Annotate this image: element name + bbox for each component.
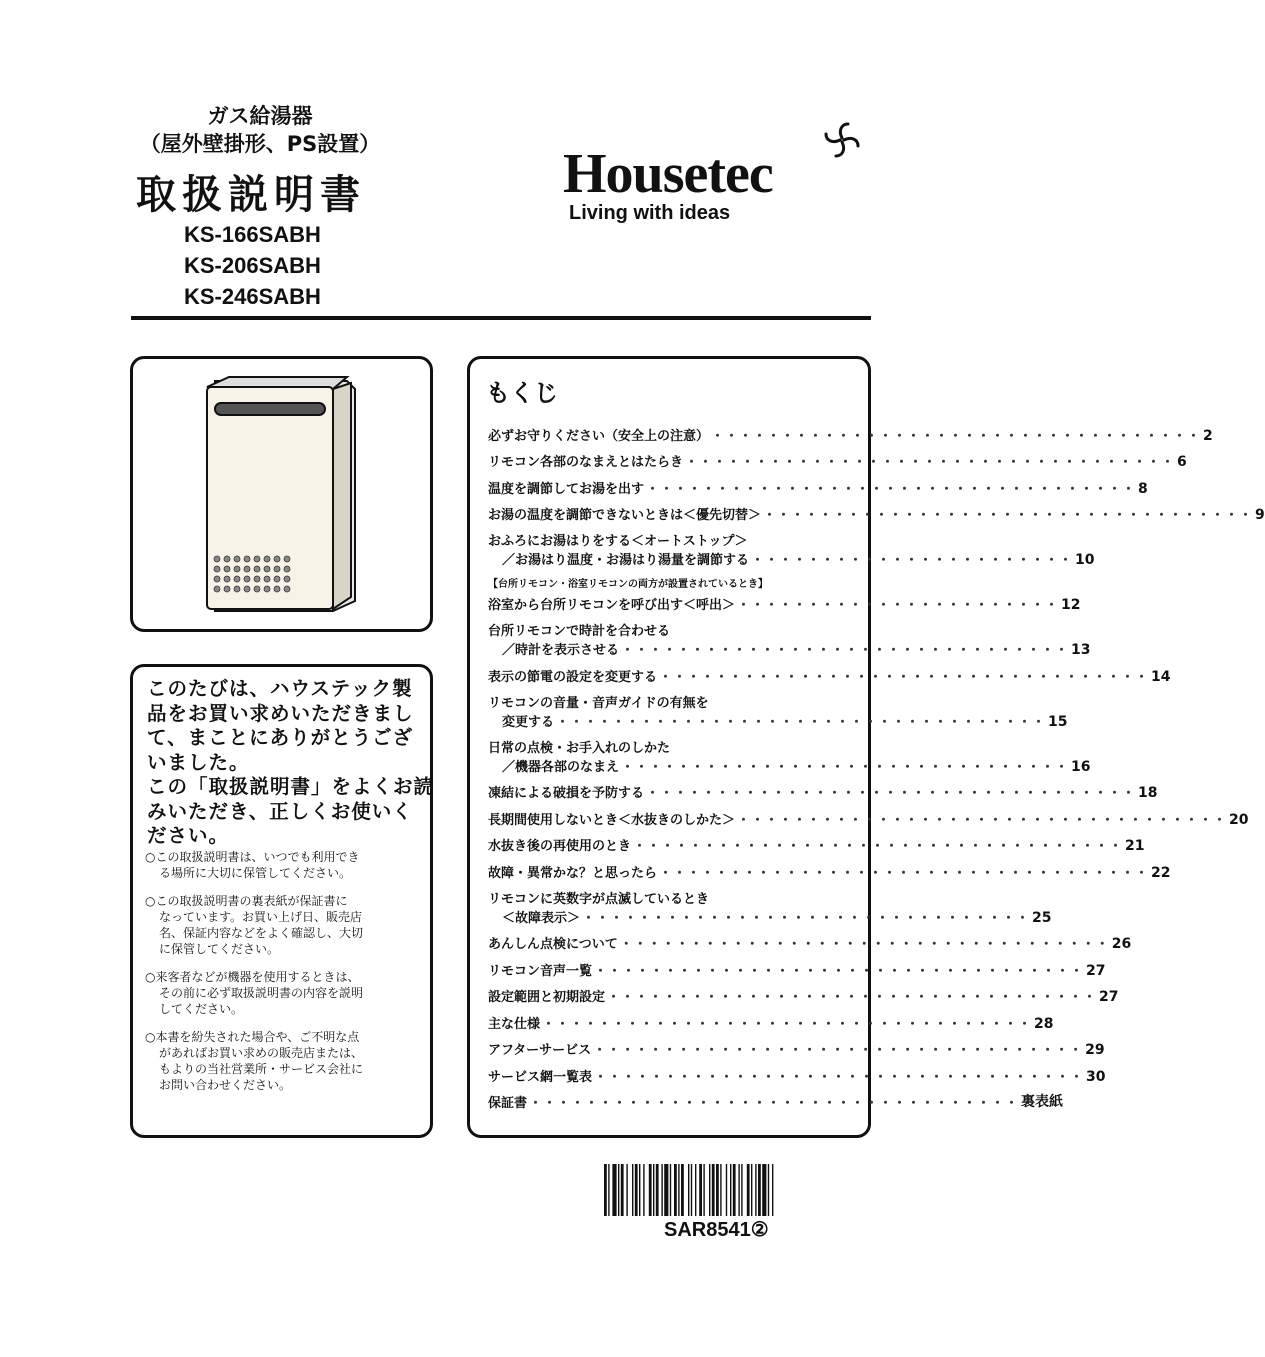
document-title: 取扱説明書 [136, 172, 366, 218]
note-item [145, 893, 427, 957]
toc-item[interactable]: あんしん点検について ・・・・・・・・・・・・・・・・・・・・・・・・・・・・・・・・・・・ 26 [488, 926, 856, 953]
toc-item[interactable]: お湯の温度を調節できないときは＜優先切替＞ ・・・・・・・・・・・・・・・・・・・・・・・・・・・・・・・・・・・ 9 [488, 497, 856, 524]
note-line: その前に必ず取扱説明書の内容を説明 [159, 986, 364, 1000]
toc-item-text: ／お湯はり温度・お湯はり湯量を調節する [502, 553, 750, 568]
product-image-panel [130, 356, 433, 632]
toc-item-page: 26 [1111, 936, 1132, 952]
toc-item[interactable]: 日常の点検・お手入れのしかた ／機器各部のなまえ ・・・・・・・・・・・・・・・・・・・・・・・・・・・・・・・・ 16 [488, 730, 856, 775]
installation-type: （屋外壁掛形、PS設置） [139, 132, 381, 156]
toc-item-heading: リモコンに英数字が点滅しているとき [488, 891, 710, 907]
toc-item-text: 主な仕様 [488, 1016, 541, 1032]
toc-item-page: 21 [1125, 838, 1145, 854]
toc-item[interactable]: 必ずお守りください（安全上の注意） ・・・・・・・・・・・・・・・・・・・・・・・・・・・・・・・・・・・ 2 [488, 417, 856, 444]
intro-line: みいただき、正しくお使いく [147, 799, 413, 823]
note-line: があればお買い求めの販売店または、 [159, 1046, 364, 1060]
brand-logo-icon [820, 118, 864, 162]
toc-item[interactable]: 台所リモコンで時計を合わせる ／時計を表示させる ・・・・・・・・・・・・・・・・・・・・・・・・・・・・・・・・ 13 [488, 613, 856, 658]
toc-item-text: 保証書 [488, 1096, 528, 1111]
product-type: ガス給湯器 [207, 104, 313, 128]
notes-list [145, 849, 427, 1105]
note-line: る場所に大切に保管してください。 [159, 866, 352, 880]
toc-item-page: 15 [1048, 713, 1068, 730]
toc-item-text: あんしん点検について [488, 937, 618, 952]
intro-line: いました。 [147, 750, 250, 774]
barcode-icon [604, 1164, 840, 1216]
toc-item-text: ／機器各部のなまえ [502, 759, 620, 775]
note-line: ○この取扱説明書の裏表紙が保証書に [145, 894, 348, 908]
toc-item-page: 28 [1034, 1015, 1054, 1032]
toc-item-page: 12 [1061, 597, 1081, 613]
toc-item[interactable]: アフターサービス ・・・・・・・・・・・・・・・・・・・・・・・・・・・・・・・・・・・ 29 [488, 1032, 856, 1059]
toc-item-page: 27 [1099, 989, 1119, 1005]
toc-item[interactable]: 主な仕様 ・・・・・・・・・・・・・・・・・・・・・・・・・・・・・・・・・・・ 28 [488, 1005, 856, 1032]
toc-item[interactable]: 表示の節電の設定を変更する ・・・・・・・・・・・・・・・・・・・・・・・・・・・・・・・・・・・ 14 [488, 658, 856, 685]
toc-item-text: お湯の温度を調節できないときは＜優先切替＞ [488, 508, 762, 523]
note-line: ○本書を紛失された場合や、ご不明な点 [145, 1030, 360, 1044]
toc-item[interactable]: 温度を調節してお湯を出す ・・・・・・・・・・・・・・・・・・・・・・・・・・・・・・・・・・・ 8 [488, 470, 856, 497]
toc-item-page: 30 [1086, 1068, 1106, 1085]
toc-item-text: 必ずお守りください（安全上の注意） [488, 428, 710, 444]
toc-item-page: 29 [1085, 1042, 1105, 1058]
toc-item-heading: おふろにお湯はりをする＜オートストップ＞ [488, 534, 748, 549]
intro-line: 品をお買い求めいただきまし [147, 701, 414, 725]
toc-item[interactable]: おふろにお湯はりをする＜オートストップ＞ ／お湯はり温度・お湯はり湯量を調節する ・・・・・・・・・・・・・・・・・・・・・・・ 10 [488, 523, 856, 568]
toc-item-text: アフターサービス [488, 1043, 592, 1058]
toc-item-page: 9 [1255, 507, 1265, 523]
toc-item-page: 18 [1138, 785, 1158, 801]
toc-item-page: 25 [1032, 909, 1052, 926]
intro-line: このたびは、ハウステック製 [147, 677, 413, 700]
brand-name: Housetec [563, 143, 773, 205]
toc-item[interactable]: リモコンに英数字が点滅しているとき ＜故障表示＞ ・・・・・・・・・・・・・・・・・・・・・・・・・・・・・・・・ 25 [488, 881, 856, 926]
document-code: SAR8541② [664, 1219, 769, 1241]
toc-item-page: 裏表紙 [1021, 1094, 1064, 1110]
note-item [145, 969, 427, 1017]
toc-item-page: 16 [1071, 758, 1091, 775]
note-item [145, 1029, 427, 1093]
intro-line: この「取扱説明書」をよくお読 [147, 775, 435, 798]
toc-item-text: 温度を調節してお湯を出す [488, 481, 645, 497]
toc-item-page: 22 [1151, 864, 1171, 881]
note-line: ○この取扱説明書は、いつでも利用でき [145, 850, 360, 864]
toc-item[interactable]: 故障・異常かな？と思ったら ・・・・・・・・・・・・・・・・・・・・・・・・・・・・・・・・・・・ 22 [488, 854, 856, 881]
toc-title: もくじ [486, 379, 558, 407]
intro-line: ださい。 [147, 824, 230, 847]
toc-item[interactable]: 長期間使用しないとき＜水抜きのしかた＞ ・・・・・・・・・・・・・・・・・・・・・・・・・・・・・・・・・・・ 20 [488, 801, 856, 828]
toc-item[interactable]: 凍結による破損を予防する ・・・・・・・・・・・・・・・・・・・・・・・・・・・・・・・・・・・ 18 [488, 775, 856, 802]
toc-item-page: 6 [1177, 454, 1187, 470]
intro-lead-text [147, 677, 435, 849]
note-line: もよりの当社営業所・サービス会社に [159, 1062, 364, 1076]
note-line: なっています。お買い上げ日、販売店 [159, 910, 363, 924]
toc-item-text: リモコン音声一覧 [488, 963, 593, 979]
toc-item-text: サービス網一覧表 [488, 1069, 593, 1085]
toc-item-page: 20 [1229, 811, 1249, 828]
toc-item-text: 浴室から台所リモコンを呼び出す＜呼出＞ [488, 598, 736, 613]
table-of-contents-panel [467, 356, 1265, 1138]
model-number: KS-166SABH [184, 222, 321, 247]
toc-list [488, 417, 1265, 1111]
toc-item[interactable]: リモコンの音量・音声ガイドの有無を 変更する ・・・・・・・・・・・・・・・・・・・・・・・・・・・・・・・・・・・ 15 [488, 685, 856, 730]
toc-item[interactable]: リモコン音声一覧 ・・・・・・・・・・・・・・・・・・・・・・・・・・・・・・・・・・・ 27 [488, 952, 856, 979]
toc-item-page: 2 [1203, 427, 1213, 444]
intro-panel [130, 664, 433, 1138]
toc-item-page: 8 [1138, 480, 1148, 497]
toc-item-text: 長期間使用しないとき＜水抜きのしかた＞ [488, 812, 736, 828]
toc-item-text: 設定範囲と初期設定 [488, 990, 606, 1005]
model-number: KS-246SABH [184, 284, 321, 309]
toc-item[interactable]: 保証書 ・・・・・・・・・・・・・・・・・・・・・・・・・・・・・・・・・・・ 裏表紙 [488, 1085, 856, 1112]
note-line: してください。 [159, 1002, 244, 1016]
toc-item[interactable]: リモコン各部のなまえとはたらき ・・・・・・・・・・・・・・・・・・・・・・・・・・・・・・・・・・・ 6 [488, 444, 856, 471]
toc-item[interactable]: 水抜き後の再使用のとき ・・・・・・・・・・・・・・・・・・・・・・・・・・・・・・・・・・・ 21 [488, 828, 856, 855]
toc-item-heading: リモコンの音量・音声ガイドの有無を [488, 695, 709, 711]
note-line: お問い合わせください。 [159, 1078, 292, 1092]
note-line: ○来客者などが機器を使用するときは、 [145, 970, 360, 984]
water-heater-illustration [133, 359, 430, 629]
toc-item-text: 水抜き後の再使用のとき [488, 839, 632, 854]
toc-item-heading: 【台所リモコン・浴室リモコンの両方が設置されているとき】 [488, 579, 768, 590]
toc-item[interactable]: サービス網一覧表 ・・・・・・・・・・・・・・・・・・・・・・・・・・・・・・・・・・・ 30 [488, 1058, 856, 1085]
toc-item-text: 凍結による破損を予防する [488, 786, 645, 801]
toc-item-text: 表示の節電の設定を変更する [488, 669, 658, 685]
toc-item[interactable]: 【台所リモコン・浴室リモコンの両方が設置されているとき】 浴室から台所リモコンを呼び出す＜呼出＞ ・・・・・・・・・・・・・・・・・・・・・・・ 12 [488, 568, 856, 613]
toc-item-text: 変更する [502, 714, 555, 730]
toc-item-text: ／時計を表示させる [502, 643, 620, 658]
toc-item-page: 10 [1075, 552, 1095, 568]
toc-item-text: ＜故障表示＞ [502, 910, 581, 926]
toc-item[interactable]: 設定範囲と初期設定 ・・・・・・・・・・・・・・・・・・・・・・・・・・・・・・・・・・・ 27 [488, 979, 856, 1006]
toc-item-page: 13 [1071, 642, 1091, 658]
brand-tagline: Living with ideas [569, 202, 731, 224]
toc-item-page: 14 [1151, 668, 1171, 685]
intro-line: て、まことにありがとうござ [147, 726, 414, 749]
toc-item-text: 故障・異常かな？と思ったら [488, 865, 658, 881]
note-item [145, 849, 427, 881]
toc-item-text: リモコン各部のなまえとはたらき [488, 455, 684, 470]
toc-item-page: 27 [1086, 962, 1106, 979]
header-divider [131, 316, 871, 320]
note-line: に保管してください。 [159, 942, 280, 956]
toc-item-heading: 台所リモコンで時計を合わせる [488, 624, 671, 639]
model-number: KS-206SABH [184, 253, 321, 278]
note-line: 名、保証内容などをよく確認し、大切 [159, 926, 364, 940]
toc-item-heading: 日常の点検・お手入れのしかた [488, 740, 671, 756]
